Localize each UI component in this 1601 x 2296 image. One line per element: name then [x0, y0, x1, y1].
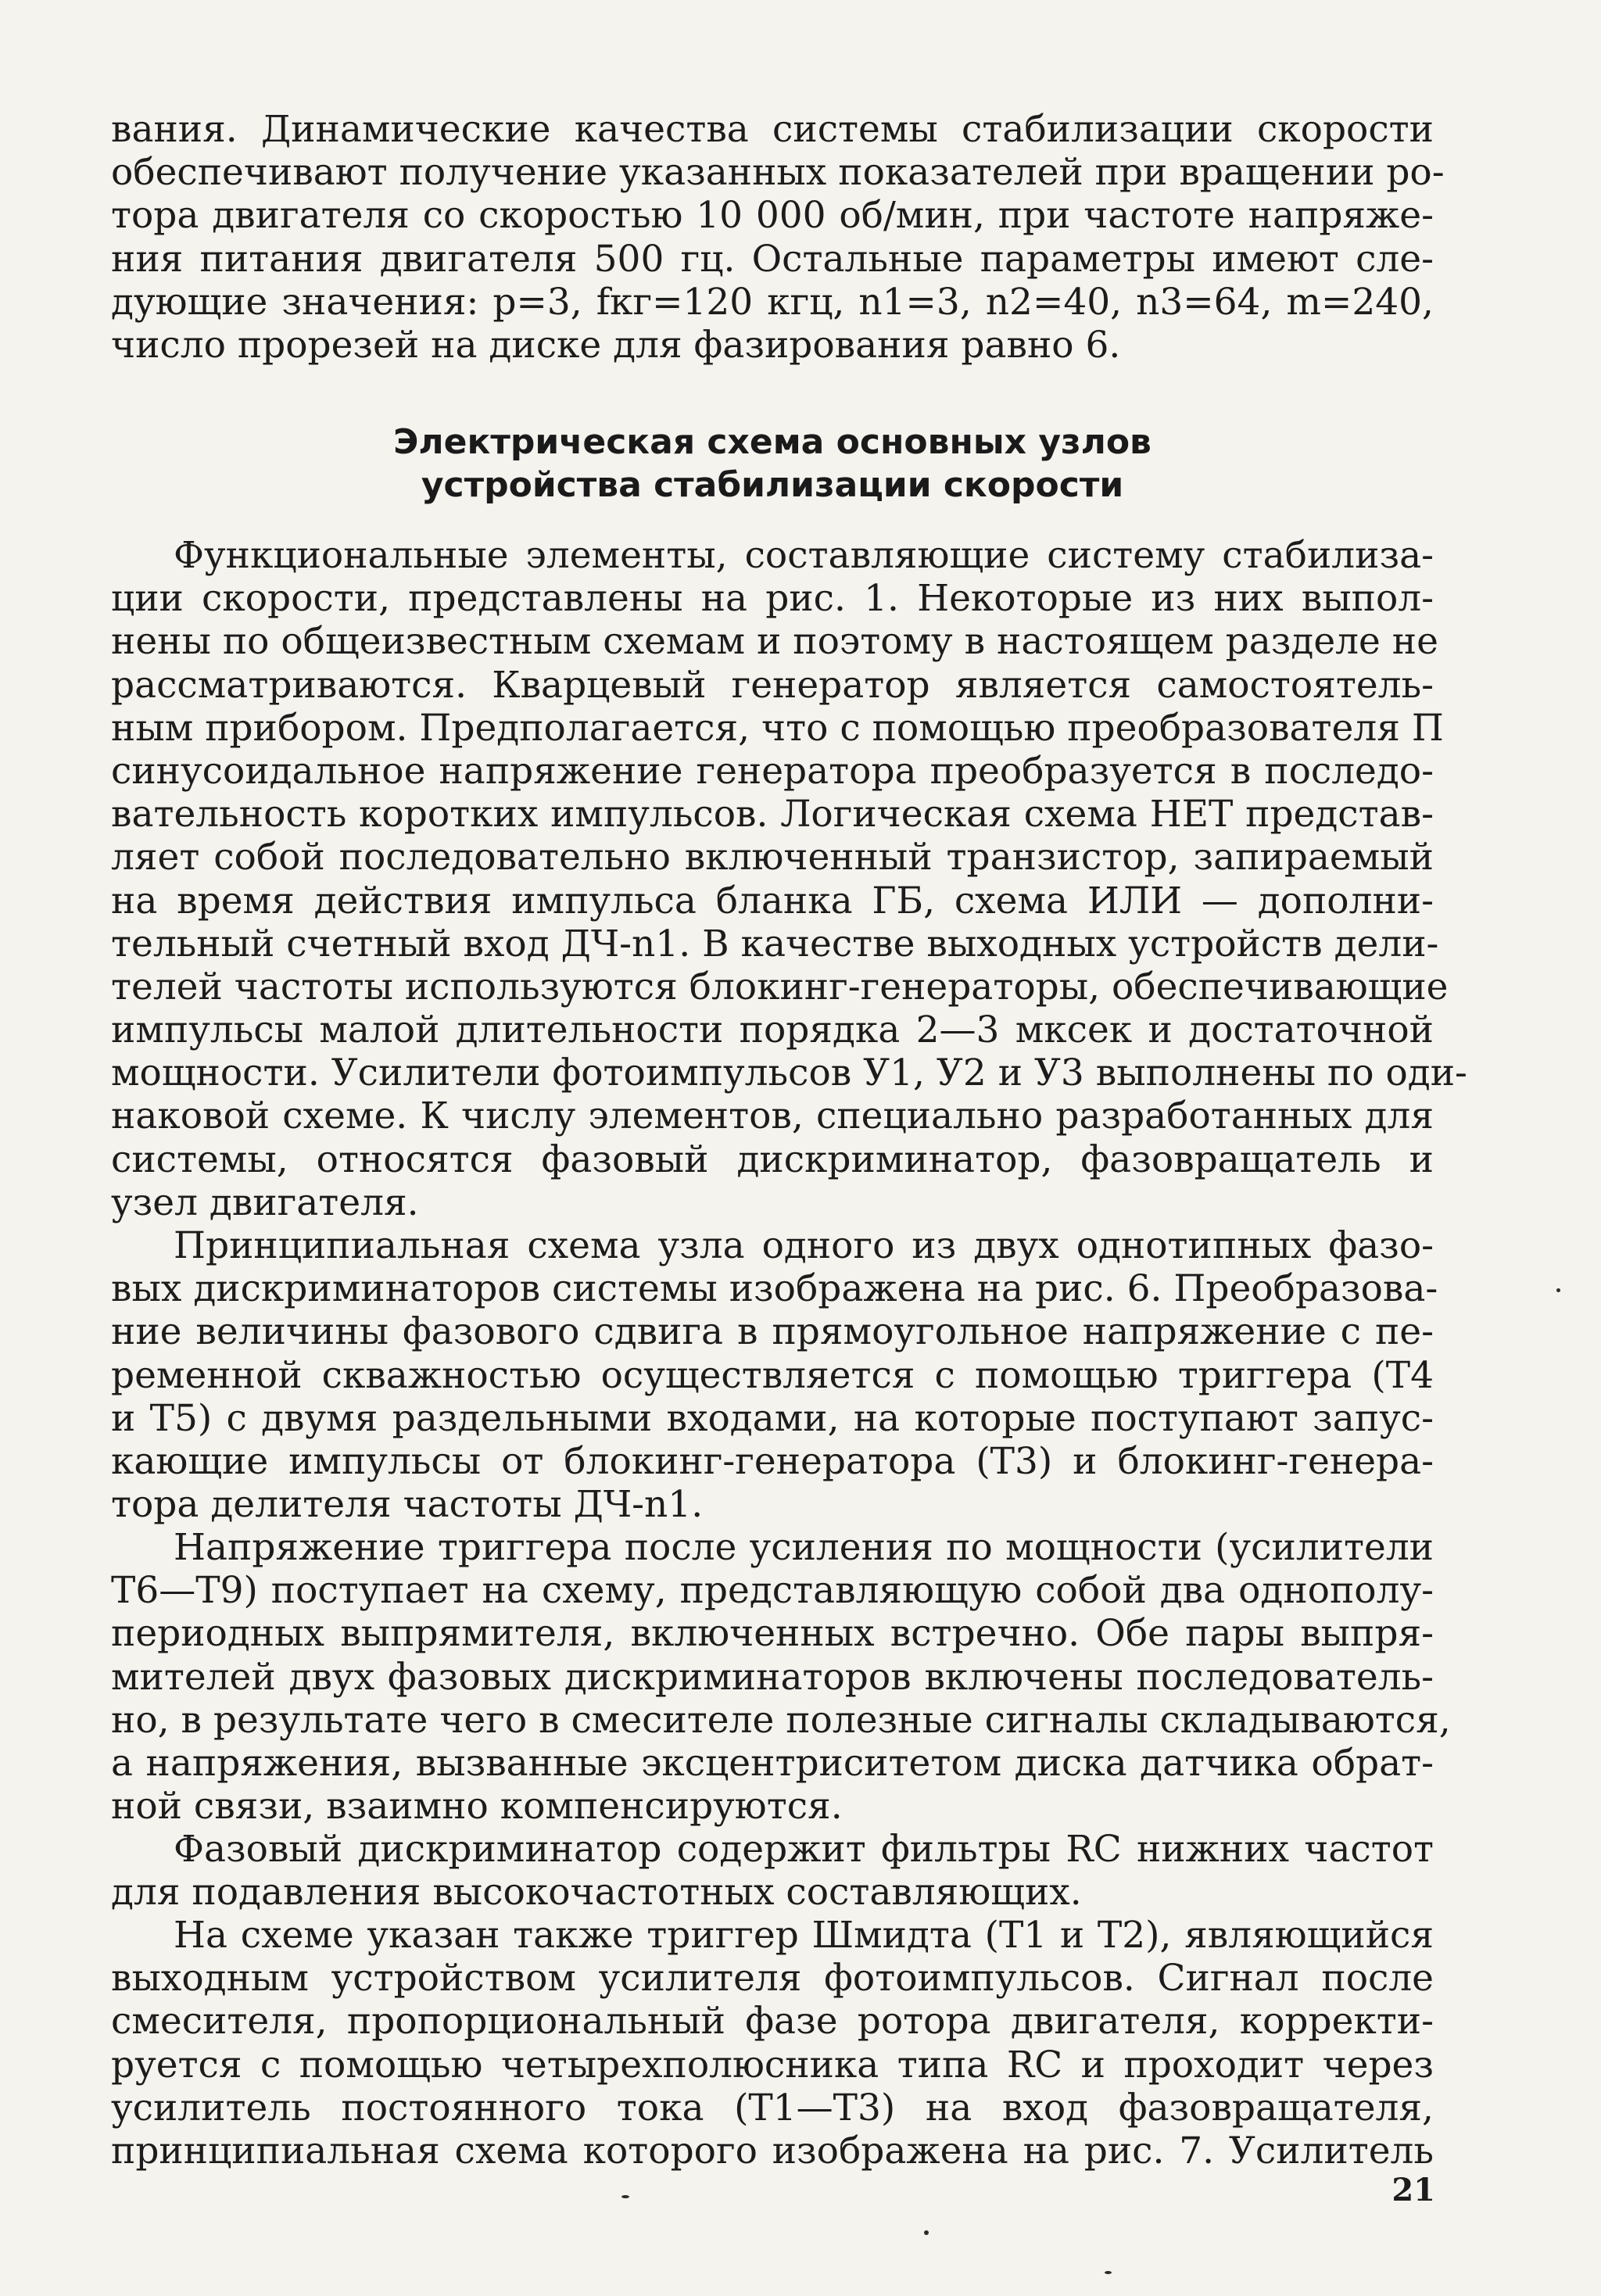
text-line: тора двигателя со скоростью 10 000 об/мин, при частоте напряже- [111, 194, 1434, 238]
text-line: для подавления высокочастотных составляющих. [111, 1871, 1082, 1915]
text-line: вательность коротких импульсов. Логическая схема НЕТ представ- [111, 793, 1434, 836]
text-line: Функциональные элементы, составляющие систему стабилиза- [174, 534, 1434, 577]
text-line: усилитель постоянного тока (T1—T3) на вход фазовращателя, [111, 2086, 1434, 2129]
text-line: обеспечивают получение указанных показателей при вращении ро- [111, 151, 1445, 195]
text-line: На схеме указан также триггер Шмидта (T1 и T2), являющийся [174, 1914, 1434, 1957]
text-line: ляет собой последовательно включенный транзистор, запираемый [111, 836, 1434, 879]
text-line: импульсы малой длительности порядка 2—3 мксек и достаточной [111, 1008, 1434, 1052]
text-line: но, в результате чего в смесителе полезные сигналы складываются, [111, 1698, 1451, 1742]
top-paragraph [111, 108, 1445, 367]
text-line: а напряжения, вызванные эксцентриситетом диска датчика обрат- [111, 1741, 1434, 1785]
text-line: узел двигателя. [111, 1180, 419, 1224]
text-line: наковой схеме. К числу элементов, специально разработанных для [111, 1094, 1434, 1138]
text-line: руется с помощью четырехполюсника типа RC и проходит через [111, 2043, 1434, 2086]
text-line: рассматриваются. Кварцевый генератор является самостоятель- [111, 663, 1434, 707]
text-line: ной связи, взаимно компенсируются. [111, 1785, 843, 1829]
text-line: T6—T9) поступает на схему, представляющую собой два однополу- [111, 1569, 1434, 1613]
print-speck [621, 2195, 629, 2198]
text-line: вания. Динамические качества системы стабилизации скорости [111, 108, 1434, 151]
page-number: 21 [1391, 2172, 1435, 2208]
text-line: вых дискриминаторов системы изображена на рис. 6. Преобразова- [111, 1267, 1438, 1311]
text-line: ния питания двигателя 500 гц. Остальные параметры имеют сле- [111, 237, 1434, 281]
paragraph-trigger-voltage [111, 1526, 1451, 1829]
text-line: кающие импульсы от блокинг-генератора (T3) и блокинг-генера- [111, 1439, 1434, 1483]
text-line: Принципиальная схема узла одного из двух однотипных фазо- [174, 1224, 1434, 1267]
text-line: число прорезей на диске для фазирования равно 6. [111, 323, 1121, 367]
text-line: синусоидальное напряжение генератора преобразуется в последо- [111, 749, 1434, 793]
text-line: смесителя, пропорциональный фазе ротора двигателя, корректи- [111, 2000, 1434, 2043]
text-line: ние величины фазового сдвига в прямоугольное напряжение с пе- [111, 1310, 1434, 1354]
paragraph-functional-elements [111, 534, 1467, 1224]
text-line: тора делителя частоты ДЧ-n1. [111, 1483, 704, 1527]
text-line: ным прибором. Предполагается, что с помощью преобразователя П [111, 706, 1444, 750]
section-heading [111, 421, 1434, 507]
paragraph-schmitt-trigger [111, 1914, 1434, 2172]
text-line: ременной скважностью осуществляется с помощью триггера (T4 [111, 1353, 1434, 1397]
text-line: и T5) с двумя раздельными входами, на которые поступают запус- [111, 1396, 1434, 1440]
paragraph-phase-discriminator [111, 1224, 1438, 1527]
text-line: системы, относятся фазовый дискриминатор, фазовращатель и [111, 1137, 1434, 1181]
text-line: тельный счетный вход ДЧ-n1. В качестве выходных устройств дели- [111, 922, 1439, 965]
print-speck [1105, 2271, 1112, 2274]
text-line: мителей двух фазовых дискриминаторов включены последователь- [111, 1655, 1434, 1699]
text-line: на время действия импульса бланка ГБ, схема ИЛИ — дополни- [111, 879, 1434, 922]
text-line: Напряжение триггера после усиления по мощности (усилители [174, 1526, 1434, 1569]
heading-line-2: устройства стабилизации скорости [421, 465, 1124, 505]
text-line: дующие значения: p=3, fкг=120 кгц, n1=3, n2=40, n3=64, m=240, [111, 280, 1434, 324]
paragraph-rc-filters [111, 1828, 1434, 1914]
heading-line-1: Электрическая схема основных узлов [393, 422, 1152, 462]
text-line: телей частоты используются блокинг-генераторы, обеспечивающие [111, 965, 1449, 1008]
text-line: Фазовый дискриминатор содержит фильтры RC нижних частот [174, 1828, 1434, 1871]
text-line: выходным устройством усилителя фотоимпульсов. Сигнал после [111, 1957, 1434, 2000]
text-line: периодных выпрямителя, включенных встречно. Обе пары выпря- [111, 1612, 1434, 1656]
text-line: принципиальная схема которого изображена на рис. 7. Усилитель [111, 2129, 1434, 2172]
text-line: нены по общеизвестным схемам и поэтому в настоящем разделе не [111, 620, 1438, 664]
text-line: мощности. Усилители фотоимпульсов У1, У2 и У3 выполнены по оди- [111, 1051, 1467, 1095]
text-line: ции скорости, представлены на рис. 1. Некоторые из них выпол- [111, 577, 1434, 621]
print-speck [1556, 1288, 1560, 1292]
print-speck [924, 2230, 929, 2235]
